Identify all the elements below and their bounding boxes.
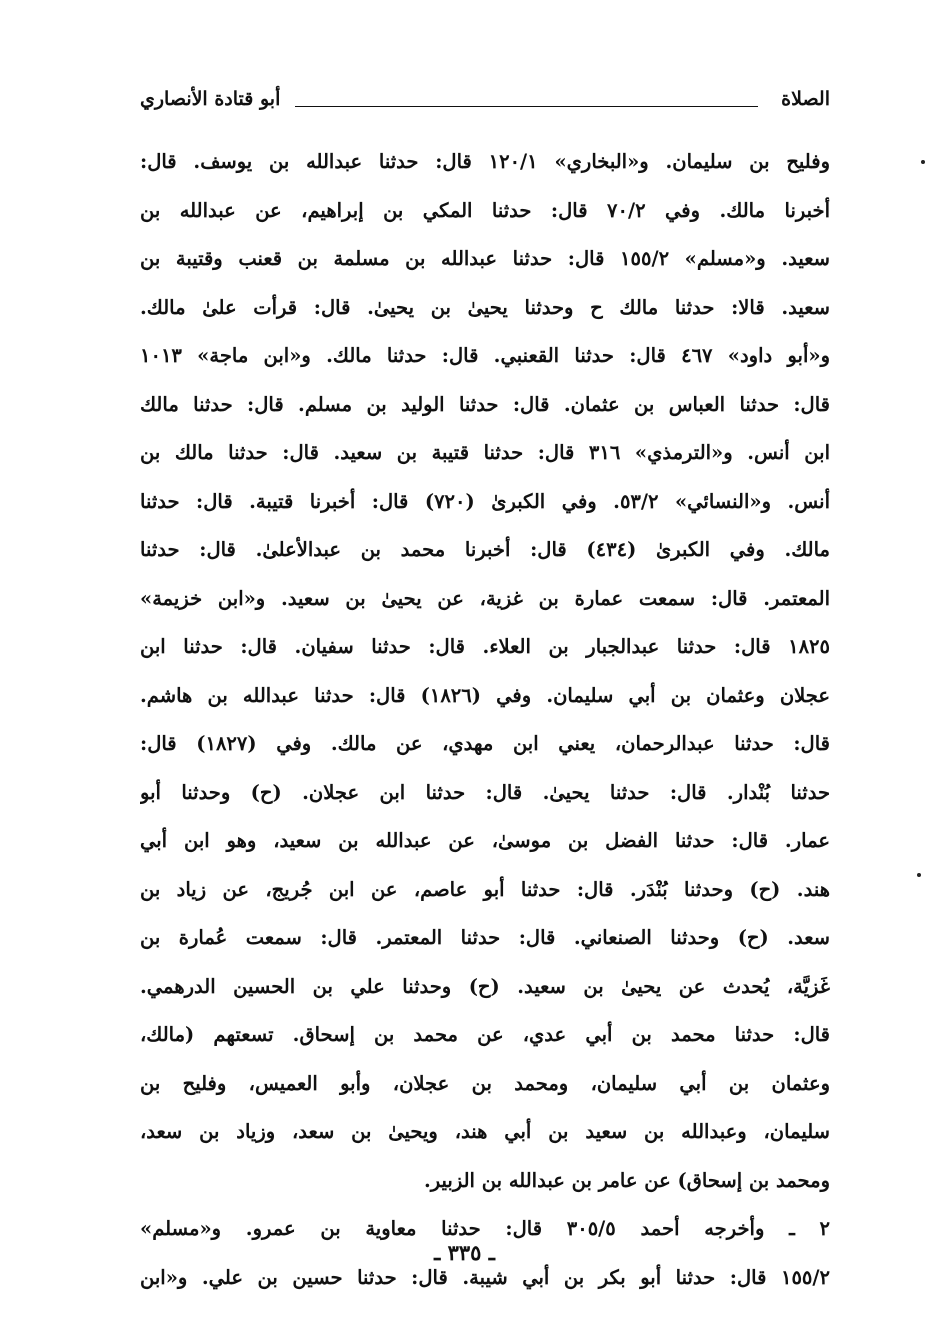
text-line: هند. (ح) وحدثنا بُنْدَر. قال: حدثنا أبو عاصم، عن ابن جُريج، عن زياد بن [140, 877, 830, 901]
page-number: ـ ٣٣٥ ـ [434, 1240, 495, 1265]
header-section-title: الصلاة [781, 88, 830, 110]
body-text [140, 138, 830, 1302]
text-line: ١٨٢٥ قال: حدثنا عبدالجبار بن العلاء. قال: حدثنا سفيان. قال: حدثنا ابن [140, 635, 830, 658]
text-line: سعيد. قالا: حدثنا مالك ح وحدثنا يحيىٰ بن يحيىٰ. قال: قرأت علىٰ مالك. [140, 295, 830, 319]
header-rule [295, 106, 758, 107]
header-chapter-title: أبو قتادة الأنصاري [140, 88, 281, 110]
margin-mark [921, 160, 925, 164]
text-line: غَزيَّة، يُحدث عن يحيىٰ بن سعيد. (ح) وحدثنا علي بن الحسين الدرهمي. [140, 974, 830, 998]
text-line: حدثنا بُنْدار. قال: حدثنا يحيىٰ. قال: حدثنا ابن عجلان. (ح) وحدثنا أبو [140, 780, 830, 804]
text-line: قال: حدثنا محمد بن أبي عدي، عن محمد بن إسحاق. تسعتهم (مالك، [140, 1023, 830, 1046]
text-line: قال: حدثنا عبدالرحمان، يعني ابن مهدي، عن مالك. وفي (١٨٢٧) قال: [140, 732, 830, 755]
margin-mark [917, 873, 921, 877]
text-line: أخبرنا مالك. وفي ٧٠/٢ قال: حدثنا المكي بن إبراهيم، عن عبدالله بن [140, 198, 830, 222]
text-line: عمار. قال: حدثنا الفضل بن موسىٰ، عن عبدالله بن سعيد، وهو ابن أبي [140, 829, 830, 852]
text-line: المعتمر. قال: سمعت عمارة بن غزية، عن يحيىٰ بن سعيد. و«ابن خزيمة» [140, 586, 830, 610]
text-line: و«أبو داود» ٤٦٧ قال: حدثنا القعنبي. قال: حدثنا مالك. و«ابن ماجة» ١٠١٣ [140, 344, 830, 367]
text-line: قال: حدثنا العباس بن عثمان. قال: حدثنا الوليد بن مسلم. قال: حدثنا مالك [140, 392, 830, 416]
text-line: أنس. و«النسائي» ٥٣/٢. وفي الكبرىٰ (٧٢٠) قال: أخبرنا قتيبة. قال: حدثنا [140, 489, 830, 513]
text-line: ٢ ـ وأخرجه أحمد ٣٠٥/٥ قال: حدثنا معاوية بن عمرو. و«مسلم» [140, 1217, 830, 1240]
running-header [140, 84, 830, 118]
text-line: ومحمد بن إسحاق) عن عامر بن عبدالله بن الزبير. [424, 1168, 830, 1192]
text-line: وعثمان بن أبي سليمان، ومحمد بن عجلان، وأبو العميس، وفليح بن [140, 1071, 830, 1095]
text-line: سعيد. و«مسلم» ١٥٥/٢ قال: حدثنا عبدالله بن مسلمة بن قعنب وقتيبة بن [140, 247, 830, 270]
text-line: ابن أنس. و«الترمذي» ٣١٦ قال: حدثنا قتيبة بن سعيد. قال: حدثنا مالك بن [140, 441, 830, 464]
text-line: سعد. (ح) وحدثنا الصنعاني. قال: حدثنا المعتمر. قال: سمعت عُمارة بن [140, 926, 830, 949]
text-line: سليمان، وعبدالله بن سعيد بن أبي هند، ويحيىٰ بن سعد، وزياد بن سعد، [140, 1120, 830, 1143]
text-line: وفليح بن سليمان. و«البخاري» ١٢٠/١ قال: حدثنا عبدالله بن يوسف. قال: [140, 150, 830, 173]
text-line: مالك. وفي الكبرىٰ (٤٣٤) قال: أخبرنا محمد بن عبدالأعلىٰ. قال: حدثنا [140, 538, 830, 561]
text-line: عجلان وعثمان بن أبي سليمان. وفي (١٨٢٦) قال: حدثنا عبدالله بن هاشم. [140, 683, 830, 707]
text-line: ١٥٥/٢ قال: حدثنا أبو بكر بن أبي شيبة. قال: حدثنا حسين بن علي. و«ابن [140, 1265, 830, 1289]
